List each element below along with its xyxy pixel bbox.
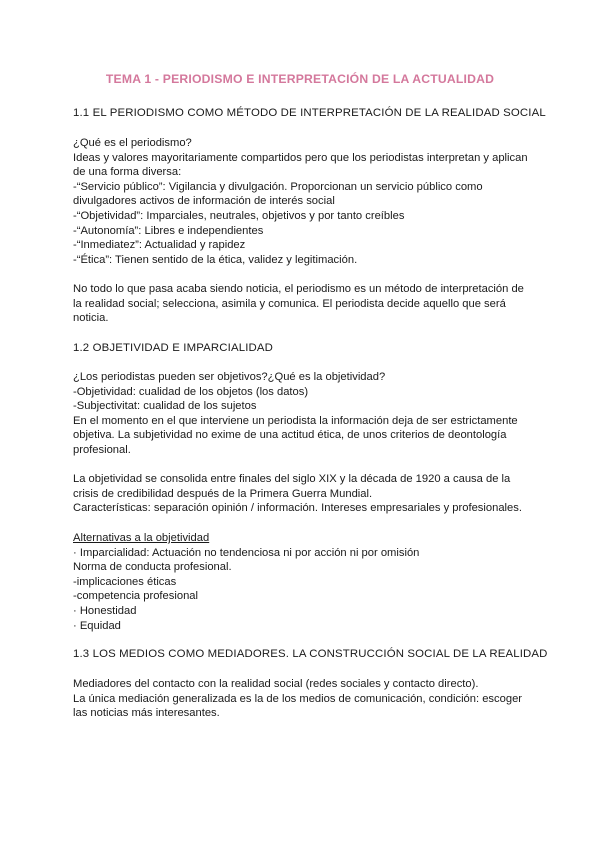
paragraph-que-es-periodismo	[73, 136, 533, 267]
text-line: objetiva. La subjetividad no exime de una actitud ética, de unos criterios de deontología	[73, 429, 507, 442]
text-line: ¿Los periodistas pueden ser objetivos?¿Qué es la objetividad?	[73, 371, 386, 383]
subheading-alternativas: Alternativas a la objetividad	[73, 532, 210, 544]
text-line: Ideas y valores mayoritariamente compartidos pero que los periodistas interpretan y aplican	[73, 151, 528, 164]
text-line: divulgadores activos de información de interés social	[73, 195, 335, 208]
section-heading-1-1: 1.1 EL PERIODISMO COMO MÉTODO DE INTERPRETACIÓN DE LA REALIDAD SOCIAL	[73, 107, 546, 119]
text-line: -“Ética”: Tienen sentido de la ética, validez y legitimación.	[73, 253, 358, 266]
text-line: -Objetividad: cualidad de los objetos (los datos)	[73, 385, 309, 398]
text-line: La objetividad se consolida entre finales del siglo XIX y la década de 1920 a causa de la	[73, 473, 511, 485]
text-line: profesional.	[73, 443, 131, 456]
text-line: Norma de conducta profesional.	[73, 561, 232, 574]
text-line: crisis de credibilidad después de la Primera Guerra Mundial.	[73, 487, 373, 500]
paragraph-consolidacion	[73, 472, 533, 516]
paragraph-alternativas	[73, 531, 533, 633]
text-line: · Honestidad	[73, 604, 137, 617]
text-line: Mediadores del contacto con la realidad social (redes sociales y contacto directo).	[73, 678, 479, 690]
paragraph-mediadores	[73, 677, 533, 721]
paragraph-no-todo-es-noticia	[73, 282, 533, 326]
text-line: -“Servicio público”: Vigilancia y divulgación. Proporcionan un servicio público como	[73, 180, 483, 193]
text-line: La única mediación generalizada es la de los medios de comunicación, condición: escoger	[73, 692, 523, 705]
text-line: -implicaciones éticas	[73, 575, 177, 588]
text-line: No todo lo que pasa acaba siendo noticia, el periodismo es un método de interpretación de	[73, 283, 524, 295]
text-line: -“Objetividad”: Imparciales, neutrales, objetivos y por tanto creíbles	[73, 209, 405, 222]
text-line: de una forma diversa:	[73, 166, 182, 179]
section-heading-1-3: 1.3 LOS MEDIOS COMO MEDIADORES. LA CONSTRUCCIÓN SOCIAL DE LA REALIDAD	[73, 648, 548, 660]
text-line: -“Autonomía”: Libres e independientes	[73, 224, 264, 237]
text-line: En el momento en el que interviene un periodista la información deja de ser estrictamente	[73, 414, 518, 427]
text-line: -competencia profesional	[73, 590, 198, 603]
text-line: noticia.	[73, 312, 109, 325]
text-line: Características: separación opinión / información. Intereses empresariales y profesionales.	[73, 502, 522, 515]
section-heading-1-2: 1.2 OBJETIVIDAD E IMPARCIALIDAD	[73, 342, 274, 354]
text-line: -“Inmediatez”: Actualidad y rapidez	[73, 239, 246, 252]
text-line: -Subjectivitat: cualidad de los sujetos	[73, 400, 257, 413]
document-title: TEMA 1 - PERIODISMO E INTERPRETACIÓN DE LA ACTUALIDAD	[105, 72, 495, 86]
text-line: las noticias más interesantes.	[73, 707, 220, 720]
text-line: ¿Qué es el periodismo?	[73, 137, 192, 149]
text-line: la realidad social; selecciona, asimila y comunica. El periodista decide aquello que será	[73, 297, 506, 310]
text-line: · Imparcialidad: Actuación no tendenciosa ni por acción ni por omisión	[73, 546, 420, 559]
paragraph-objetividad	[73, 370, 533, 458]
text-line: · Equidad	[73, 619, 121, 632]
